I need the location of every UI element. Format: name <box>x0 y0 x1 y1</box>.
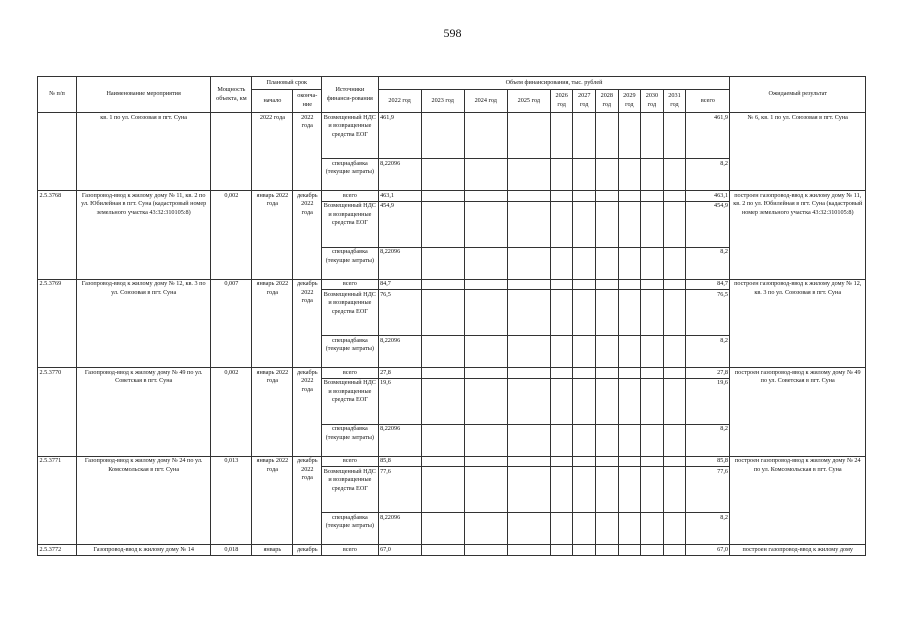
amount-empty <box>573 290 596 336</box>
amount-empty <box>596 456 619 467</box>
header-num: № п/п <box>38 77 77 113</box>
page-number: 598 <box>443 26 462 40</box>
item-capacity: 0,007 <box>211 279 252 368</box>
header-year-2028: 2028 год <box>596 90 619 113</box>
amount-empty <box>573 513 596 545</box>
amount-empty <box>641 513 664 545</box>
table-row <box>38 113 866 159</box>
amount-empty <box>464 113 507 159</box>
amount-empty <box>663 545 686 556</box>
header-year-2027: 2027 год <box>573 90 596 113</box>
amount-empty <box>618 368 641 379</box>
item-result: построен газопровод-ввод к жилому дому <box>730 545 866 556</box>
amount-empty <box>663 159 686 191</box>
header-year-2029: 2029 год <box>618 90 641 113</box>
header-volume: Объем финансирования, тыс. рублей <box>378 77 730 90</box>
item-capacity: 0,013 <box>211 456 252 545</box>
amount-2022: 85,8 <box>378 456 421 467</box>
item-start: 2022 года <box>252 113 293 191</box>
amount-total: 8,2 <box>686 247 730 279</box>
item-name: Газопровод-ввод к жилому дому № 24 по ул. Комсомольская в пгт. Суна <box>76 456 210 545</box>
amount-2022: 8,22096 <box>378 513 421 545</box>
source-label: всего <box>322 456 378 467</box>
item-start: январь 2022 года <box>252 368 293 457</box>
amount-total: 76,5 <box>686 290 730 336</box>
source-label: Возмещенный НДС и возвращенные средства ЕОГ <box>322 467 378 513</box>
amount-empty <box>550 467 573 513</box>
header-end: оконча-ние <box>293 90 322 113</box>
amount-empty <box>641 456 664 467</box>
amount-2022: 67,0 <box>378 545 421 556</box>
source-label: Возмещенный НДС и возвращенные средства ЕОГ <box>322 201 378 247</box>
source-label: Возмещенный НДС и возвращенные средства ЕОГ <box>322 378 378 424</box>
amount-empty <box>641 545 664 556</box>
amount-empty <box>421 290 464 336</box>
source-label: спецнадбавка (текущие затраты) <box>322 247 378 279</box>
amount-2022: 8,22096 <box>378 159 421 191</box>
source-label: всего <box>322 545 378 556</box>
item-end: 2022 года <box>293 113 322 191</box>
amount-empty <box>507 247 550 279</box>
amount-empty <box>641 290 664 336</box>
item-result: построен газопровод-ввод к жилому дому № 12, кв. 3 по ул. Союзовая в пгт. Суна <box>730 279 866 368</box>
item-capacity: 0,002 <box>211 191 252 280</box>
amount-total: 85,8 <box>686 456 730 467</box>
amount-empty <box>421 159 464 191</box>
amount-empty <box>663 513 686 545</box>
amount-total: 461,9 <box>686 113 730 159</box>
amount-empty <box>507 191 550 202</box>
amount-empty <box>573 191 596 202</box>
header-name: Наименование мероприятия <box>76 77 210 113</box>
source-label: Возмещенный НДС и возвращенные средства ЕОГ <box>322 290 378 336</box>
amount-total: 8,2 <box>686 336 730 368</box>
amount-empty <box>421 113 464 159</box>
amount-empty <box>421 424 464 456</box>
amount-empty <box>596 513 619 545</box>
source-label: спецнадбавка (текущие затраты) <box>322 424 378 456</box>
amount-total: 8,2 <box>686 159 730 191</box>
amount-empty <box>464 290 507 336</box>
amount-empty <box>663 113 686 159</box>
amount-empty <box>596 545 619 556</box>
amount-empty <box>641 368 664 379</box>
amount-empty <box>464 424 507 456</box>
item-start: январь 2022 года <box>252 191 293 280</box>
amount-empty <box>550 201 573 247</box>
header-year-2025: 2025 год <box>507 90 550 113</box>
amount-empty <box>641 159 664 191</box>
amount-empty <box>641 279 664 290</box>
amount-empty <box>507 513 550 545</box>
amount-empty <box>464 456 507 467</box>
source-label: спецнадбавка (текущие затраты) <box>322 159 378 191</box>
amount-empty <box>618 159 641 191</box>
source-label: всего <box>322 368 378 379</box>
table-row <box>38 279 866 290</box>
amount-empty <box>596 336 619 368</box>
item-name: Газопровод-ввод к жилому дому № 11, кв. 2 по ул. Юбилейная в пгт. Суна (кадастровый номер земельного участка 43:32:310105:8) <box>76 191 210 280</box>
amount-empty <box>663 336 686 368</box>
amount-empty <box>641 467 664 513</box>
amount-total: 84,7 <box>686 279 730 290</box>
amount-empty <box>663 279 686 290</box>
item-result: построен газопровод-ввод к жилому дому № 11, кв. 2 по ул. Юбилейная в пгт. Суна (кадастровый номер земельного участка 43:32:310105:8) <box>730 191 866 280</box>
item-name: Газопровод-ввод к жилому дому № 49 по ул. Советская в пгт. Суна <box>76 368 210 457</box>
item-num: 2.5.3770 <box>38 368 77 457</box>
table-row <box>38 545 866 556</box>
amount-empty <box>550 424 573 456</box>
amount-2022: 454,9 <box>378 201 421 247</box>
amount-total: 19,6 <box>686 378 730 424</box>
amount-2022: 461,9 <box>378 113 421 159</box>
amount-empty <box>596 378 619 424</box>
amount-empty <box>596 191 619 202</box>
amount-empty <box>573 368 596 379</box>
amount-empty <box>596 247 619 279</box>
amount-empty <box>421 191 464 202</box>
amount-empty <box>663 424 686 456</box>
amount-empty <box>550 113 573 159</box>
item-num: 2.5.3768 <box>38 191 77 280</box>
amount-empty <box>573 336 596 368</box>
item-num: 2.5.3771 <box>38 456 77 545</box>
amount-2022: 8,22096 <box>378 336 421 368</box>
item-capacity: 0,018 <box>211 545 252 556</box>
header-year-2022: 2022 год <box>378 90 421 113</box>
table-row <box>38 368 866 379</box>
amount-empty <box>663 290 686 336</box>
amount-empty <box>507 336 550 368</box>
amount-empty <box>421 247 464 279</box>
amount-empty <box>550 290 573 336</box>
amount-empty <box>641 247 664 279</box>
amount-empty <box>573 247 596 279</box>
amount-empty <box>618 424 641 456</box>
amount-2022: 84,7 <box>378 279 421 290</box>
amount-empty <box>573 159 596 191</box>
header-year-2024: 2024 год <box>464 90 507 113</box>
amount-empty <box>573 424 596 456</box>
amount-empty <box>618 201 641 247</box>
item-end: декабрь 2022 года <box>293 279 322 368</box>
amount-empty <box>421 513 464 545</box>
source-label: всего <box>322 191 378 202</box>
amount-empty <box>618 378 641 424</box>
amount-empty <box>641 336 664 368</box>
item-result: построен газопровод-ввод к жилому дому № 49 по ул. Советская в пгт. Суна <box>730 368 866 457</box>
table-body <box>38 113 866 556</box>
amount-empty <box>618 513 641 545</box>
header-period: Плановый срок <box>252 77 322 90</box>
source-label: спецнадбавка (текущие затраты) <box>322 336 378 368</box>
amount-empty <box>618 467 641 513</box>
amount-empty <box>550 456 573 467</box>
item-name: кв. 1 по ул. Союзовая в пгт. Суна <box>76 113 210 191</box>
amount-total: 67,0 <box>686 545 730 556</box>
amount-empty <box>618 247 641 279</box>
amount-empty <box>663 467 686 513</box>
amount-total: 454,9 <box>686 201 730 247</box>
item-start: январь <box>252 545 293 556</box>
amount-empty <box>507 424 550 456</box>
amount-empty <box>641 424 664 456</box>
amount-2022: 8,22096 <box>378 247 421 279</box>
amount-empty <box>464 513 507 545</box>
amount-empty <box>464 368 507 379</box>
amount-empty <box>573 456 596 467</box>
amount-empty <box>507 545 550 556</box>
item-end: декабрь 2022 года <box>293 456 322 545</box>
header-year-2031: 2031 год <box>663 90 686 113</box>
amount-empty <box>507 113 550 159</box>
amount-empty <box>550 378 573 424</box>
amount-empty <box>596 201 619 247</box>
amount-empty <box>421 545 464 556</box>
amount-empty <box>550 279 573 290</box>
header-year-2023: 2023 год <box>421 90 464 113</box>
header-result: Ожидаемый результат <box>730 77 866 113</box>
amount-empty <box>596 159 619 191</box>
amount-empty <box>618 290 641 336</box>
amount-empty <box>618 336 641 368</box>
amount-empty <box>596 424 619 456</box>
amount-empty <box>618 279 641 290</box>
header-capacity: Мощность объекта, км <box>211 77 252 113</box>
amount-empty <box>663 368 686 379</box>
item-capacity: 0,002 <box>211 368 252 457</box>
amount-empty <box>464 336 507 368</box>
amount-empty <box>507 368 550 379</box>
header-year-total: всего <box>686 90 730 113</box>
amount-empty <box>596 368 619 379</box>
amount-empty <box>550 336 573 368</box>
amount-empty <box>421 378 464 424</box>
amount-empty <box>464 201 507 247</box>
header-source: Источники финанси-рования <box>322 77 378 113</box>
item-start: январь 2022 года <box>252 456 293 545</box>
amount-empty <box>421 336 464 368</box>
amount-2022: 463,1 <box>378 191 421 202</box>
item-result: построен газопровод-ввод к жилому дому № 24 по ул. Комсомольская в пгт. Суна <box>730 456 866 545</box>
item-num: 2.5.3769 <box>38 279 77 368</box>
header-start: начало <box>252 90 293 113</box>
amount-empty <box>663 201 686 247</box>
amount-empty <box>596 279 619 290</box>
source-label: Возмещенный НДС и возвращенные средства ЕОГ <box>322 113 378 159</box>
amount-empty <box>550 368 573 379</box>
amount-empty <box>550 191 573 202</box>
amount-empty <box>596 467 619 513</box>
amount-empty <box>421 456 464 467</box>
item-end: декабрь 2022 года <box>293 191 322 280</box>
amount-empty <box>464 545 507 556</box>
header-year-2030: 2030 год <box>641 90 664 113</box>
header-year-2026: 2026 год <box>550 90 573 113</box>
amount-empty <box>596 113 619 159</box>
amount-empty <box>663 247 686 279</box>
item-result: № 6, кв. 1 по ул. Союзовая в пгт. Суна <box>730 113 866 191</box>
amount-empty <box>573 113 596 159</box>
amount-empty <box>550 247 573 279</box>
amount-total: 77,6 <box>686 467 730 513</box>
amount-empty <box>464 378 507 424</box>
amount-empty <box>421 201 464 247</box>
amount-empty <box>507 290 550 336</box>
item-name: Газопровод-ввод к жилому дому № 12, кв. 3 по ул. Союзовая в пгт. Суна <box>76 279 210 368</box>
table-row <box>38 456 866 467</box>
amount-empty <box>507 159 550 191</box>
amount-empty <box>573 378 596 424</box>
amount-empty <box>464 279 507 290</box>
table-header <box>38 77 866 113</box>
amount-empty <box>507 201 550 247</box>
amount-empty <box>507 456 550 467</box>
amount-empty <box>663 456 686 467</box>
amount-empty <box>507 378 550 424</box>
amount-total: 27,8 <box>686 368 730 379</box>
amount-empty <box>421 467 464 513</box>
amount-empty <box>618 545 641 556</box>
amount-empty <box>421 279 464 290</box>
amount-empty <box>421 368 464 379</box>
amount-empty <box>550 159 573 191</box>
table-row <box>38 191 866 202</box>
item-name: Газопровод-ввод к жилому дому № 14 <box>76 545 210 556</box>
amount-2022: 19,6 <box>378 378 421 424</box>
amount-empty <box>663 378 686 424</box>
amount-empty <box>573 467 596 513</box>
amount-empty <box>641 113 664 159</box>
amount-empty <box>641 378 664 424</box>
amount-total: 463,1 <box>686 191 730 202</box>
amount-2022: 77,6 <box>378 467 421 513</box>
source-label: спецнадбавка (текущие затраты) <box>322 513 378 545</box>
item-end: декабрь 2022 года <box>293 368 322 457</box>
amount-empty <box>550 513 573 545</box>
amount-empty <box>641 191 664 202</box>
amount-2022: 27,8 <box>378 368 421 379</box>
amount-empty <box>464 191 507 202</box>
amount-total: 8,2 <box>686 513 730 545</box>
item-capacity <box>211 113 252 191</box>
item-end: декабрь <box>293 545 322 556</box>
amount-total: 8,2 <box>686 424 730 456</box>
amount-empty <box>596 290 619 336</box>
amount-empty <box>618 456 641 467</box>
amount-empty <box>464 159 507 191</box>
amount-2022: 76,5 <box>378 290 421 336</box>
amount-empty <box>618 113 641 159</box>
amount-2022: 8,22096 <box>378 424 421 456</box>
amount-empty <box>573 201 596 247</box>
amount-empty <box>550 545 573 556</box>
item-num <box>38 113 77 191</box>
amount-empty <box>507 279 550 290</box>
amount-empty <box>464 467 507 513</box>
amount-empty <box>573 545 596 556</box>
amount-empty <box>464 247 507 279</box>
amount-empty <box>663 191 686 202</box>
amount-empty <box>618 191 641 202</box>
amount-empty <box>573 279 596 290</box>
item-num: 2.5.3772 <box>38 545 77 556</box>
amount-empty <box>507 467 550 513</box>
financing-table <box>37 76 866 556</box>
item-start: январь 2022 года <box>252 279 293 368</box>
amount-empty <box>641 201 664 247</box>
source-label: всего <box>322 279 378 290</box>
